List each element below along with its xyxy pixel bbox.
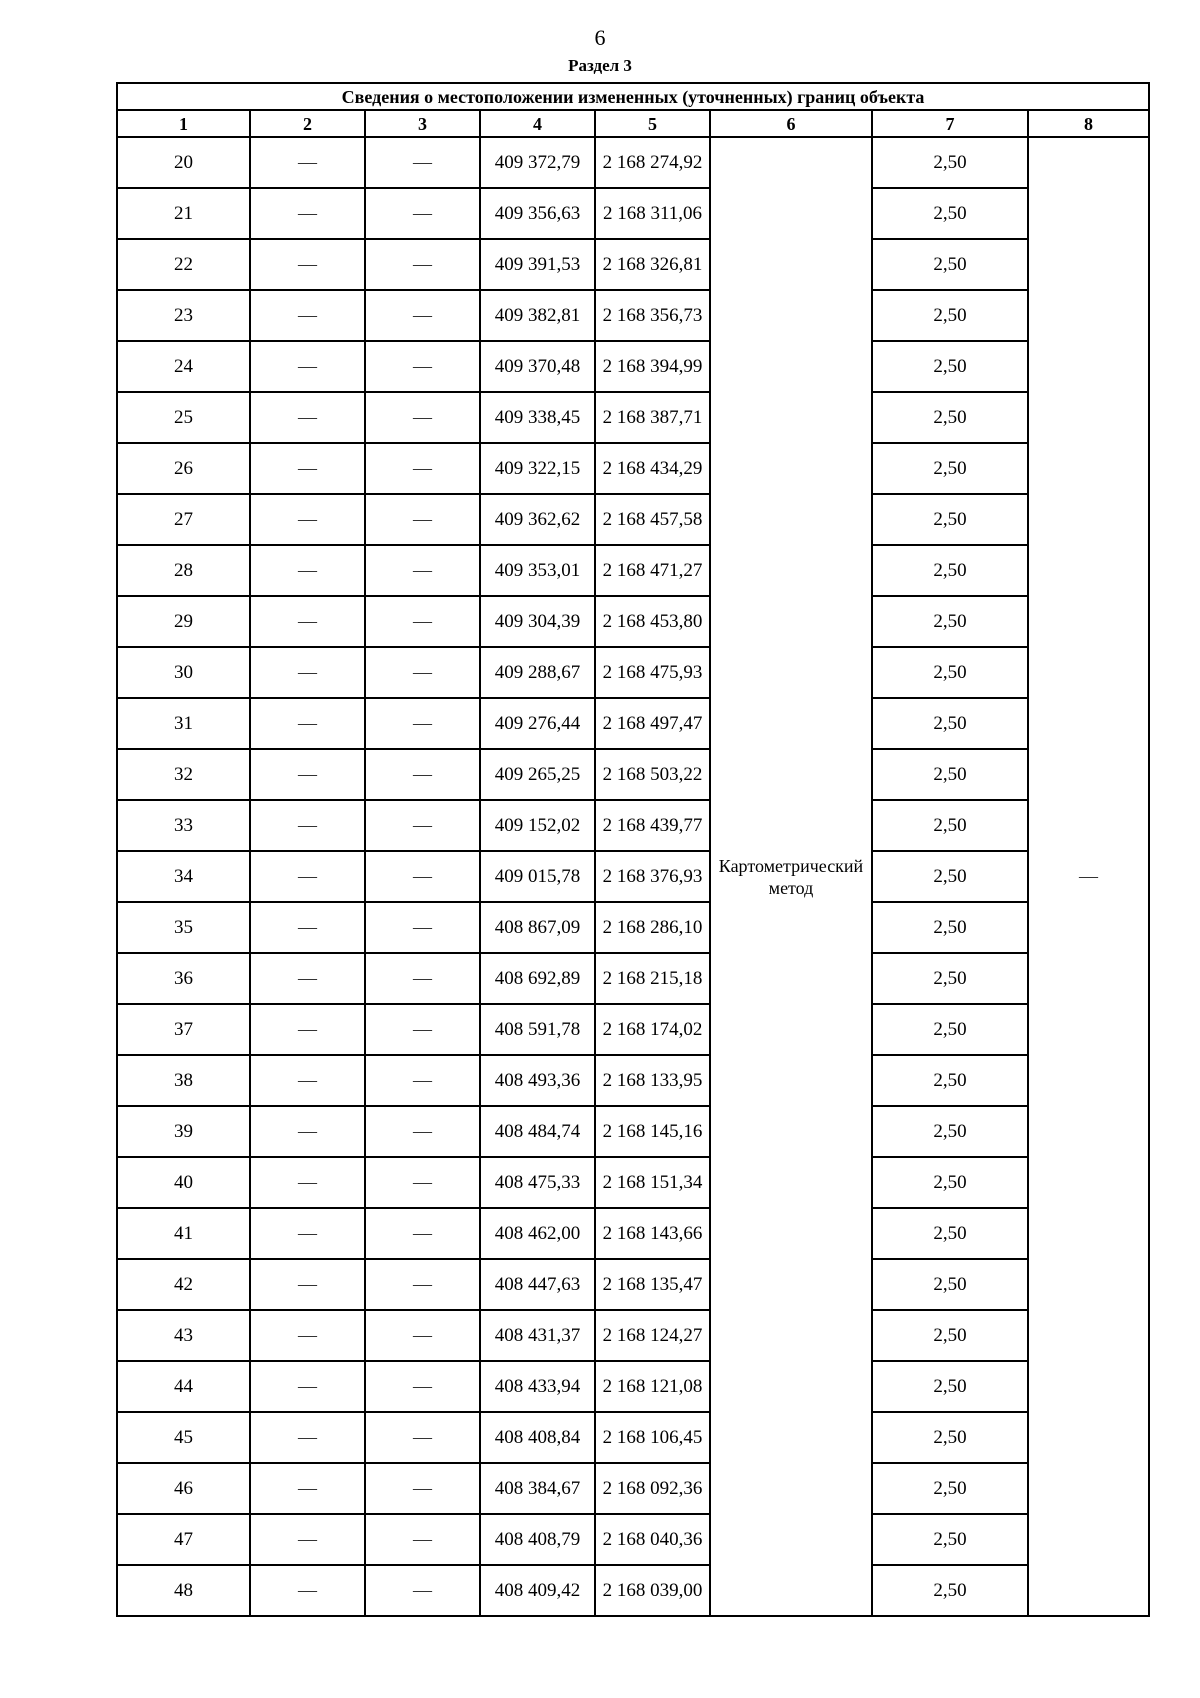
coordinate-x-cell: 409 370,48 bbox=[480, 341, 595, 392]
col3-cell: — bbox=[365, 443, 480, 494]
coordinate-x-cell: 409 276,44 bbox=[480, 698, 595, 749]
accuracy-cell: 2,50 bbox=[872, 494, 1028, 545]
coordinate-y-cell: 2 168 040,36 bbox=[595, 1514, 710, 1565]
coordinate-x-cell: 409 288,67 bbox=[480, 647, 595, 698]
coordinate-y-cell: 2 168 387,71 bbox=[595, 392, 710, 443]
col2-cell: — bbox=[250, 698, 365, 749]
point-number-cell: 42 bbox=[117, 1259, 250, 1310]
coordinate-x-cell: 409 152,02 bbox=[480, 800, 595, 851]
table-row bbox=[117, 902, 1149, 953]
col2-cell: — bbox=[250, 851, 365, 902]
coordinate-x-cell: 409 362,62 bbox=[480, 494, 595, 545]
accuracy-cell: 2,50 bbox=[872, 1055, 1028, 1106]
accuracy-cell: 2,50 bbox=[872, 749, 1028, 800]
point-number-cell: 30 bbox=[117, 647, 250, 698]
table-row bbox=[117, 1310, 1149, 1361]
coordinate-y-cell: 2 168 039,00 bbox=[595, 1565, 710, 1616]
coordinate-y-cell: 2 168 092,36 bbox=[595, 1463, 710, 1514]
col3-cell: — bbox=[365, 1361, 480, 1412]
table-row bbox=[117, 1055, 1149, 1106]
col2-cell: — bbox=[250, 596, 365, 647]
coordinate-x-cell: 408 484,74 bbox=[480, 1106, 595, 1157]
col2-cell: — bbox=[250, 1208, 365, 1259]
coordinate-y-cell: 2 168 286,10 bbox=[595, 902, 710, 953]
point-number-cell: 39 bbox=[117, 1106, 250, 1157]
accuracy-cell: 2,50 bbox=[872, 392, 1028, 443]
col2-cell: — bbox=[250, 1106, 365, 1157]
coordinate-y-cell: 2 168 124,27 bbox=[595, 1310, 710, 1361]
point-number-cell: 40 bbox=[117, 1157, 250, 1208]
point-number-cell: 36 bbox=[117, 953, 250, 1004]
col2-cell: — bbox=[250, 1565, 365, 1616]
accuracy-cell: 2,50 bbox=[872, 1157, 1028, 1208]
accuracy-cell: 2,50 bbox=[872, 188, 1028, 239]
table-row bbox=[117, 341, 1149, 392]
col2-cell: — bbox=[250, 1259, 365, 1310]
point-number-cell: 29 bbox=[117, 596, 250, 647]
coordinate-y-cell: 2 168 453,80 bbox=[595, 596, 710, 647]
point-number-cell: 23 bbox=[117, 290, 250, 341]
column-header: 5 bbox=[595, 110, 710, 137]
col8-cell: — bbox=[1028, 137, 1149, 1616]
accuracy-cell: 2,50 bbox=[872, 290, 1028, 341]
coordinate-y-cell: 2 168 439,77 bbox=[595, 800, 710, 851]
coordinate-x-cell: 408 408,79 bbox=[480, 1514, 595, 1565]
coordinate-x-cell: 408 408,84 bbox=[480, 1412, 595, 1463]
point-number-cell: 46 bbox=[117, 1463, 250, 1514]
table-body bbox=[117, 137, 1149, 1616]
table-row bbox=[117, 800, 1149, 851]
column-header: 8 bbox=[1028, 110, 1149, 137]
col3-cell: — bbox=[365, 341, 480, 392]
col3-cell: — bbox=[365, 800, 480, 851]
accuracy-cell: 2,50 bbox=[872, 1463, 1028, 1514]
col2-cell: — bbox=[250, 1055, 365, 1106]
point-number-cell: 38 bbox=[117, 1055, 250, 1106]
coordinate-x-cell: 408 447,63 bbox=[480, 1259, 595, 1310]
point-number-cell: 48 bbox=[117, 1565, 250, 1616]
coordinate-x-cell: 408 493,36 bbox=[480, 1055, 595, 1106]
coordinate-y-cell: 2 168 356,73 bbox=[595, 290, 710, 341]
col3-cell: — bbox=[365, 290, 480, 341]
coordinate-x-cell: 409 265,25 bbox=[480, 749, 595, 800]
accuracy-cell: 2,50 bbox=[872, 647, 1028, 698]
table-row bbox=[117, 1157, 1149, 1208]
col2-cell: — bbox=[250, 137, 365, 188]
coordinate-y-cell: 2 168 106,45 bbox=[595, 1412, 710, 1463]
column-header: 3 bbox=[365, 110, 480, 137]
point-number-cell: 37 bbox=[117, 1004, 250, 1055]
accuracy-cell: 2,50 bbox=[872, 596, 1028, 647]
method-cell: Картометрический метод bbox=[710, 137, 872, 1616]
table-row bbox=[117, 545, 1149, 596]
column-header: 6 bbox=[710, 110, 872, 137]
table-row bbox=[117, 443, 1149, 494]
coordinate-x-cell: 408 475,33 bbox=[480, 1157, 595, 1208]
coordinate-x-cell: 408 867,09 bbox=[480, 902, 595, 953]
point-number-cell: 27 bbox=[117, 494, 250, 545]
accuracy-cell: 2,50 bbox=[872, 137, 1028, 188]
coordinate-y-cell: 2 168 376,93 bbox=[595, 851, 710, 902]
coordinate-y-cell: 2 168 471,27 bbox=[595, 545, 710, 596]
col3-cell: — bbox=[365, 1106, 480, 1157]
col2-cell: — bbox=[250, 494, 365, 545]
col3-cell: — bbox=[365, 239, 480, 290]
coordinate-y-cell: 2 168 497,47 bbox=[595, 698, 710, 749]
point-number-cell: 35 bbox=[117, 902, 250, 953]
coordinate-x-cell: 409 372,79 bbox=[480, 137, 595, 188]
coordinate-x-cell: 408 433,94 bbox=[480, 1361, 595, 1412]
coordinate-y-cell: 2 168 475,93 bbox=[595, 647, 710, 698]
accuracy-cell: 2,50 bbox=[872, 851, 1028, 902]
accuracy-cell: 2,50 bbox=[872, 902, 1028, 953]
col3-cell: — bbox=[365, 647, 480, 698]
coordinate-y-cell: 2 168 151,34 bbox=[595, 1157, 710, 1208]
col3-cell: — bbox=[365, 1208, 480, 1259]
point-number-cell: 47 bbox=[117, 1514, 250, 1565]
coordinate-x-cell: 408 409,42 bbox=[480, 1565, 595, 1616]
coordinate-x-cell: 409 015,78 bbox=[480, 851, 595, 902]
col3-cell: — bbox=[365, 698, 480, 749]
column-header-row bbox=[117, 110, 1149, 137]
col2-cell: — bbox=[250, 749, 365, 800]
column-header: 1 bbox=[117, 110, 250, 137]
col3-cell: — bbox=[365, 1259, 480, 1310]
coordinate-y-cell: 2 168 133,95 bbox=[595, 1055, 710, 1106]
point-number-cell: 24 bbox=[117, 341, 250, 392]
col2-cell: — bbox=[250, 1463, 365, 1514]
accuracy-cell: 2,50 bbox=[872, 1259, 1028, 1310]
coordinate-x-cell: 409 322,15 bbox=[480, 443, 595, 494]
point-number-cell: 41 bbox=[117, 1208, 250, 1259]
point-number-cell: 45 bbox=[117, 1412, 250, 1463]
coordinate-x-cell: 408 384,67 bbox=[480, 1463, 595, 1514]
table-row bbox=[117, 596, 1149, 647]
table-row bbox=[117, 1208, 1149, 1259]
coordinate-y-cell: 2 168 143,66 bbox=[595, 1208, 710, 1259]
column-header: 7 bbox=[872, 110, 1028, 137]
coordinate-y-cell: 2 168 274,92 bbox=[595, 137, 710, 188]
table-row bbox=[117, 647, 1149, 698]
table-row bbox=[117, 137, 1149, 188]
boundary-table bbox=[116, 82, 1150, 1617]
column-header: 2 bbox=[250, 110, 365, 137]
table-row bbox=[117, 1106, 1149, 1157]
col2-cell: — bbox=[250, 647, 365, 698]
col2-cell: — bbox=[250, 1412, 365, 1463]
accuracy-cell: 2,50 bbox=[872, 1106, 1028, 1157]
coordinate-y-cell: 2 168 174,02 bbox=[595, 1004, 710, 1055]
col3-cell: — bbox=[365, 1157, 480, 1208]
accuracy-cell: 2,50 bbox=[872, 1208, 1028, 1259]
col2-cell: — bbox=[250, 392, 365, 443]
coordinate-y-cell: 2 168 394,99 bbox=[595, 341, 710, 392]
accuracy-cell: 2,50 bbox=[872, 1004, 1028, 1055]
col3-cell: — bbox=[365, 494, 480, 545]
table-row bbox=[117, 290, 1149, 341]
accuracy-cell: 2,50 bbox=[872, 443, 1028, 494]
accuracy-cell: 2,50 bbox=[872, 1514, 1028, 1565]
coordinate-y-cell: 2 168 215,18 bbox=[595, 953, 710, 1004]
col3-cell: — bbox=[365, 749, 480, 800]
coordinate-y-cell: 2 168 311,06 bbox=[595, 188, 710, 239]
col3-cell: — bbox=[365, 392, 480, 443]
accuracy-cell: 2,50 bbox=[872, 953, 1028, 1004]
col3-cell: — bbox=[365, 851, 480, 902]
point-number-cell: 31 bbox=[117, 698, 250, 749]
col3-cell: — bbox=[365, 1055, 480, 1106]
table-row bbox=[117, 239, 1149, 290]
point-number-cell: 33 bbox=[117, 800, 250, 851]
accuracy-cell: 2,50 bbox=[872, 1310, 1028, 1361]
accuracy-cell: 2,50 bbox=[872, 1412, 1028, 1463]
table-row bbox=[117, 1565, 1149, 1616]
col3-cell: — bbox=[365, 902, 480, 953]
col2-cell: — bbox=[250, 290, 365, 341]
coordinate-x-cell: 409 353,01 bbox=[480, 545, 595, 596]
table-row bbox=[117, 851, 1149, 902]
coordinate-y-cell: 2 168 434,29 bbox=[595, 443, 710, 494]
col3-cell: — bbox=[365, 137, 480, 188]
col2-cell: — bbox=[250, 188, 365, 239]
table-row bbox=[117, 1004, 1149, 1055]
table-row bbox=[117, 1259, 1149, 1310]
col3-cell: — bbox=[365, 596, 480, 647]
table-row bbox=[117, 188, 1149, 239]
coordinate-y-cell: 2 168 503,22 bbox=[595, 749, 710, 800]
coordinate-x-cell: 409 391,53 bbox=[480, 239, 595, 290]
accuracy-cell: 2,50 bbox=[872, 800, 1028, 851]
coordinate-y-cell: 2 168 121,08 bbox=[595, 1361, 710, 1412]
coordinate-x-cell: 409 382,81 bbox=[480, 290, 595, 341]
point-number-cell: 22 bbox=[117, 239, 250, 290]
table-row bbox=[117, 1463, 1149, 1514]
point-number-cell: 44 bbox=[117, 1361, 250, 1412]
page-number: 6 bbox=[594, 25, 606, 50]
col2-cell: — bbox=[250, 239, 365, 290]
table-row bbox=[117, 392, 1149, 443]
coordinate-x-cell: 408 692,89 bbox=[480, 953, 595, 1004]
accuracy-cell: 2,50 bbox=[872, 545, 1028, 596]
col3-cell: — bbox=[365, 1514, 480, 1565]
point-number-cell: 21 bbox=[117, 188, 250, 239]
table-row bbox=[117, 1514, 1149, 1565]
col3-cell: — bbox=[365, 188, 480, 239]
point-number-cell: 28 bbox=[117, 545, 250, 596]
coordinate-y-cell: 2 168 326,81 bbox=[595, 239, 710, 290]
coordinate-x-cell: 408 462,00 bbox=[480, 1208, 595, 1259]
accuracy-cell: 2,50 bbox=[872, 698, 1028, 749]
col3-cell: — bbox=[365, 1565, 480, 1616]
accuracy-cell: 2,50 bbox=[872, 1361, 1028, 1412]
col3-cell: — bbox=[365, 1310, 480, 1361]
table-row bbox=[117, 1412, 1149, 1463]
accuracy-cell: 2,50 bbox=[872, 1565, 1028, 1616]
table-row bbox=[117, 698, 1149, 749]
point-number-cell: 25 bbox=[117, 392, 250, 443]
col2-cell: — bbox=[250, 902, 365, 953]
coordinate-y-cell: 2 168 135,47 bbox=[595, 1259, 710, 1310]
coordinate-y-cell: 2 168 457,58 bbox=[595, 494, 710, 545]
col2-cell: — bbox=[250, 1004, 365, 1055]
col2-cell: — bbox=[250, 1514, 365, 1565]
col3-cell: — bbox=[365, 1004, 480, 1055]
coordinate-x-cell: 408 431,37 bbox=[480, 1310, 595, 1361]
col3-cell: — bbox=[365, 1412, 480, 1463]
table-row bbox=[117, 953, 1149, 1004]
column-header: 4 bbox=[480, 110, 595, 137]
col2-cell: — bbox=[250, 800, 365, 851]
point-number-cell: 20 bbox=[117, 137, 250, 188]
col2-cell: — bbox=[250, 1310, 365, 1361]
coordinate-x-cell: 409 338,45 bbox=[480, 392, 595, 443]
coordinate-y-cell: 2 168 145,16 bbox=[595, 1106, 710, 1157]
col2-cell: — bbox=[250, 341, 365, 392]
table-row bbox=[117, 1361, 1149, 1412]
col2-cell: — bbox=[250, 1361, 365, 1412]
accuracy-cell: 2,50 bbox=[872, 239, 1028, 290]
point-number-cell: 34 bbox=[117, 851, 250, 902]
col2-cell: — bbox=[250, 953, 365, 1004]
table-row bbox=[117, 494, 1149, 545]
col2-cell: — bbox=[250, 1157, 365, 1208]
point-number-cell: 43 bbox=[117, 1310, 250, 1361]
point-number-cell: 32 bbox=[117, 749, 250, 800]
coordinate-x-cell: 409 356,63 bbox=[480, 188, 595, 239]
table-caption: Сведения о местоположении измененных (уточненных) границ объекта bbox=[117, 83, 1149, 110]
coordinate-x-cell: 408 591,78 bbox=[480, 1004, 595, 1055]
section-title: Раздел 3 bbox=[568, 56, 632, 75]
point-number-cell: 26 bbox=[117, 443, 250, 494]
table-row bbox=[117, 749, 1149, 800]
col2-cell: — bbox=[250, 443, 365, 494]
col3-cell: — bbox=[365, 1463, 480, 1514]
col3-cell: — bbox=[365, 545, 480, 596]
coordinate-x-cell: 409 304,39 bbox=[480, 596, 595, 647]
col3-cell: — bbox=[365, 953, 480, 1004]
accuracy-cell: 2,50 bbox=[872, 341, 1028, 392]
col2-cell: — bbox=[250, 545, 365, 596]
